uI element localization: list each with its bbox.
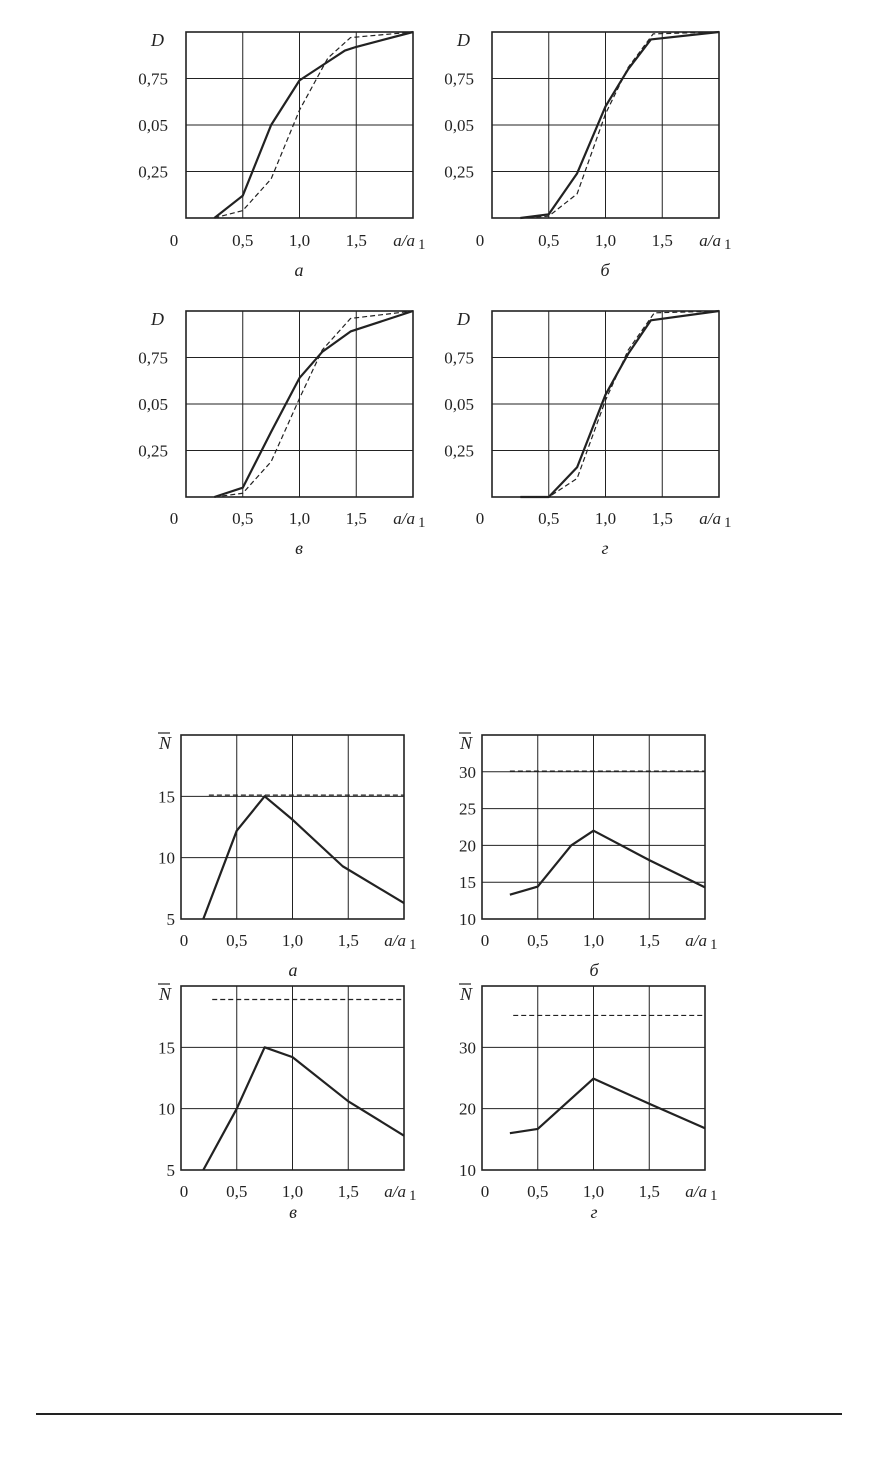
y-tick-label: 10 <box>158 848 175 868</box>
y-axis-label: D <box>151 309 164 329</box>
panel-caption: в <box>289 1202 297 1222</box>
x-tick-label: 0 <box>480 1182 490 1201</box>
panel-caption: в <box>295 538 303 558</box>
x-axis-label: a/a <box>384 931 406 950</box>
y-tick-label: 20 <box>459 836 476 856</box>
x-tick-label: 0,5 <box>538 231 560 250</box>
y-axis-label: N <box>459 733 472 753</box>
x-axis-label-subscript: 1 <box>724 515 732 531</box>
y-tick-label: 10 <box>158 1099 175 1119</box>
x-tick-label: 0 <box>179 1182 189 1201</box>
x-tick-label: 1,0 <box>594 231 617 250</box>
x-axis-label: a/a <box>393 231 415 250</box>
panel-caption: б <box>600 260 610 280</box>
y-tick-label: 10 <box>459 1161 476 1180</box>
x-tick-label: 1,5 <box>651 231 673 250</box>
y-axis-label: N <box>459 984 472 1004</box>
x-tick-label: 1,5 <box>651 509 673 528</box>
y-tick-label: 20 <box>459 1099 476 1119</box>
y-axis-label: D <box>151 30 164 50</box>
x-tick-label: 0,5 <box>232 231 254 250</box>
y-tick-label: 0,05 <box>444 116 474 135</box>
y-axis-label: D <box>457 309 470 329</box>
x-axis-label: a/a <box>393 509 415 528</box>
panel-caption: г <box>590 1202 598 1222</box>
x-axis-label: a/a <box>699 231 721 250</box>
chart-panel-b <box>444 30 731 280</box>
x-axis-label-subscript: 1 <box>409 1188 417 1204</box>
y-axis-label: D <box>457 30 470 50</box>
y-tick-label: 30 <box>459 762 476 782</box>
x-axis-label-subscript: 1 <box>710 937 718 953</box>
x-tick-label: 1,0 <box>288 231 311 250</box>
chart-panel-c <box>138 309 425 558</box>
panel-caption: б <box>589 960 599 980</box>
chart-panel-g <box>158 984 417 1222</box>
y-axis-label: N <box>158 984 171 1004</box>
x-tick-label: 1,0 <box>281 931 304 950</box>
x-tick-label: 0,5 <box>527 1182 549 1201</box>
y-tick-label: 25 <box>459 799 476 819</box>
x-tick-label: 0 <box>480 931 490 950</box>
y-tick-label: 30 <box>459 1038 476 1058</box>
y-tick-label: 0,05 <box>444 395 474 414</box>
chart-panel-f <box>459 733 718 980</box>
x-axis-label-subscript: 1 <box>710 1188 718 1204</box>
x-tick-label: 1,0 <box>281 1182 304 1201</box>
y-tick-label: 0,75 <box>138 348 168 368</box>
series-line-solid <box>510 831 705 895</box>
chart-panel-d <box>444 309 731 558</box>
x-tick-label: 0 <box>475 509 485 528</box>
y-tick-label: 15 <box>158 787 175 807</box>
y-tick-label: 10 <box>459 910 476 929</box>
y-tick-label: 0,75 <box>138 69 168 89</box>
panel-caption: г <box>601 538 609 558</box>
y-tick-label: 0,25 <box>138 162 168 182</box>
x-axis-label-subscript: 1 <box>724 237 732 253</box>
chart-panel-e <box>158 733 417 980</box>
x-tick-label: 1,5 <box>638 1182 660 1201</box>
chart-panel-h <box>459 984 718 1222</box>
panel-caption: а <box>294 260 304 280</box>
x-tick-label: 0,5 <box>538 509 560 528</box>
page-footer-rule <box>36 1413 842 1415</box>
x-tick-label: 1,5 <box>337 931 359 950</box>
x-axis-label-subscript: 1 <box>409 937 417 953</box>
chart-panel-a <box>138 30 425 280</box>
y-tick-label: 0,25 <box>138 441 168 461</box>
x-tick-label: 0 <box>169 231 179 250</box>
series-line-solid <box>510 1079 705 1134</box>
x-tick-label: 0,5 <box>226 1182 248 1201</box>
panel-caption: а <box>288 960 298 980</box>
x-tick-label: 1,0 <box>582 931 605 950</box>
x-tick-label: 0,5 <box>527 931 549 950</box>
y-tick-label: 0,25 <box>444 441 474 461</box>
x-tick-label: 0 <box>475 231 485 250</box>
x-tick-label: 0 <box>169 509 179 528</box>
y-tick-label: 0,75 <box>444 69 474 89</box>
x-axis-label: a/a <box>685 1182 707 1201</box>
y-tick-label: 0,25 <box>444 162 474 182</box>
x-tick-label: 0 <box>179 931 189 950</box>
x-tick-label: 1,0 <box>594 509 617 528</box>
x-axis-label-subscript: 1 <box>418 515 426 531</box>
x-tick-label: 1,0 <box>288 509 311 528</box>
x-axis-label-subscript: 1 <box>418 237 426 253</box>
y-tick-label: 0,05 <box>138 116 168 135</box>
x-axis-label: a/a <box>699 509 721 528</box>
x-tick-label: 0,5 <box>226 931 248 950</box>
y-tick-label: 15 <box>459 873 476 893</box>
x-tick-label: 1,5 <box>345 231 367 250</box>
x-tick-label: 1,5 <box>345 509 367 528</box>
x-tick-label: 0,5 <box>232 509 254 528</box>
y-tick-label: 0,05 <box>138 395 168 414</box>
x-axis-label: a/a <box>685 931 707 950</box>
y-tick-label: 0,75 <box>444 348 474 368</box>
y-axis-label: N <box>158 733 171 753</box>
y-tick-label: 5 <box>166 910 175 929</box>
x-tick-label: 1,5 <box>638 931 660 950</box>
y-tick-label: 15 <box>158 1038 175 1058</box>
x-axis-label: a/a <box>384 1182 406 1201</box>
y-tick-label: 5 <box>166 1161 175 1180</box>
x-tick-label: 1,5 <box>337 1182 359 1201</box>
x-tick-label: 1,0 <box>582 1182 605 1201</box>
